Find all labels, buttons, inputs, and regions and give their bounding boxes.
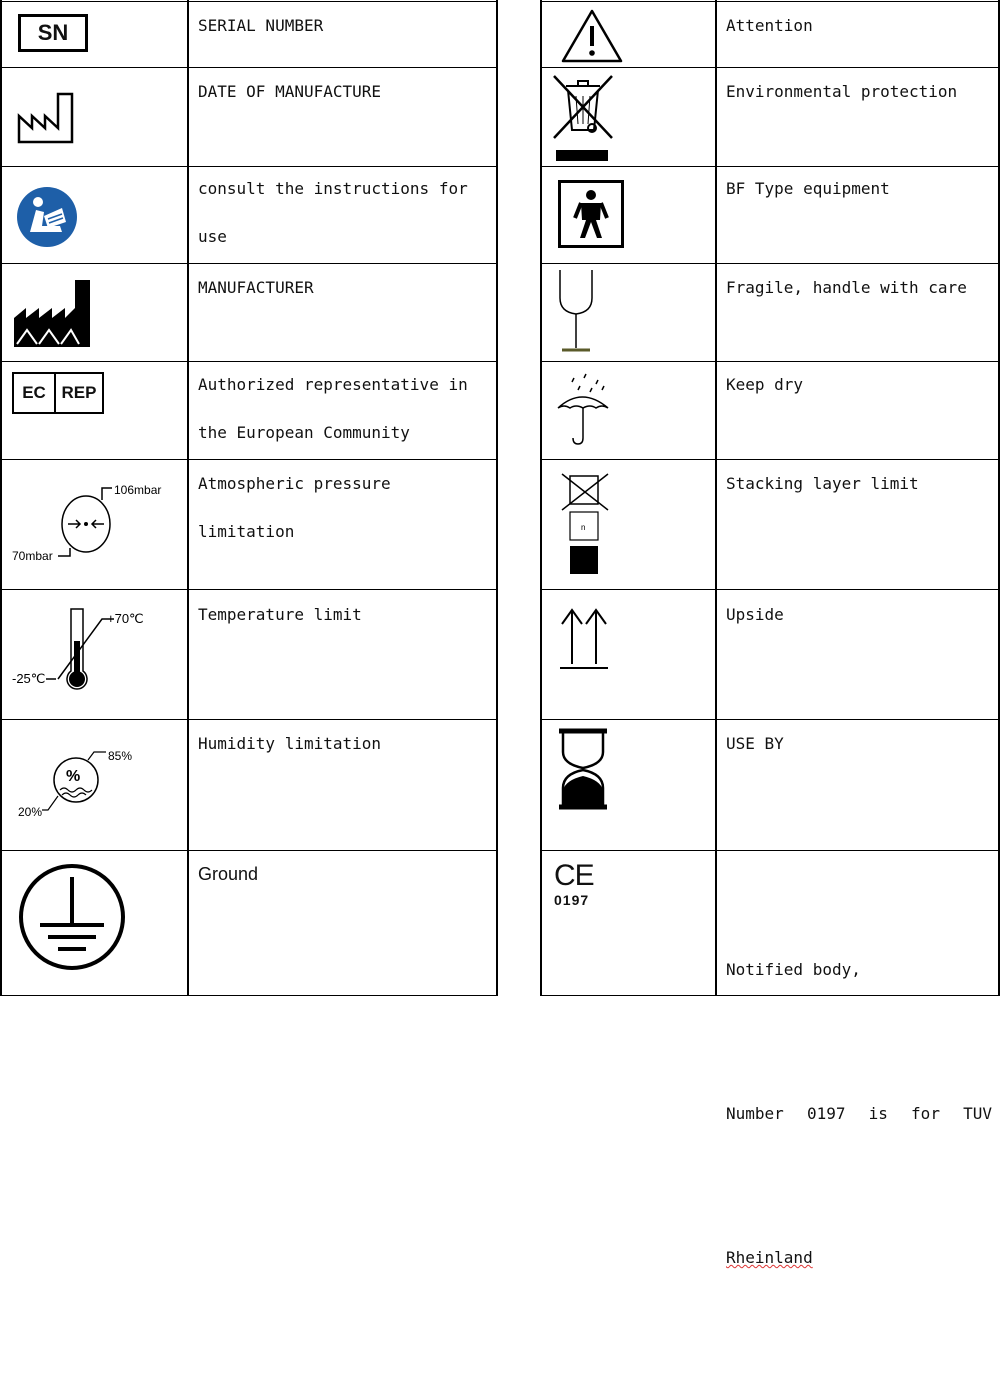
ce-notified-body-number: 0197: [554, 892, 590, 908]
pressure-lower-label: 70mbar: [12, 549, 53, 563]
column-divider: [187, 0, 189, 996]
pressure-limitation-label: Atmospheric pressure limitation: [198, 474, 401, 541]
pressure-limit-icon: [10, 480, 168, 570]
upside-label: Upside: [726, 605, 784, 624]
sn-symbol-icon: [18, 14, 88, 52]
manufacturer-icon: [13, 278, 91, 348]
ce-mark-icon: [554, 860, 614, 908]
temperature-upper-label: +70℃: [107, 611, 144, 626]
stacking-limit-label: Stacking layer limit: [726, 474, 919, 493]
humidity-lower-label: 20%: [18, 805, 43, 819]
humidity-limit-icon: [14, 746, 164, 826]
serial-number-label: SERIAL NUMBER: [198, 16, 324, 35]
table-border-left: [0, 0, 2, 996]
keep-dry-label: Keep dry: [726, 375, 804, 394]
authorized-representative-label: Authorized representative in the European Community: [198, 375, 478, 442]
row-divider: [0, 589, 497, 590]
temperature-limit-label: Temperature limit: [198, 605, 362, 624]
environmental-protection-label: Environmental protection: [726, 82, 958, 101]
sn-badge-text: SN: [37, 20, 69, 45]
notified-body-text: [726, 850, 992, 1378]
consult-instructions-label: consult the instructions for use: [198, 179, 478, 246]
stacking-limit-icon: [560, 472, 612, 576]
column-divider: [715, 0, 717, 996]
fragile-label: Fragile, handle with care: [726, 278, 967, 297]
bf-type-icon: [558, 180, 624, 248]
notified-body-line-2: Number 0197 is for TUV: [726, 1104, 992, 1123]
pressure-upper-label: 106mbar: [114, 483, 162, 497]
keep-dry-icon: [554, 372, 612, 448]
consult-instructions-icon: [16, 186, 78, 248]
date-of-manufacture-label: DATE OF MANUFACTURE: [198, 82, 382, 101]
notified-body-line-1: Notified body,: [726, 960, 861, 979]
ec-rep-icon: [12, 372, 104, 414]
environmental-protection-icon: [550, 72, 616, 164]
rep-badge-text: REP: [61, 383, 97, 402]
attention-icon: [560, 8, 624, 64]
fragile-icon: [556, 268, 596, 354]
ce-mark-text: CE: [554, 859, 594, 892]
use-by-icon: [556, 728, 610, 810]
row-divider: [540, 589, 1000, 590]
manufacturer-label: MANUFACTURER: [198, 278, 314, 297]
upside-icon: [558, 604, 610, 670]
ground-icon: [18, 863, 126, 971]
column-divider: [496, 0, 498, 996]
use-by-label: USE BY: [726, 734, 784, 753]
stacking-n-label: n: [581, 523, 586, 532]
date-of-manufacture-icon: [16, 86, 78, 146]
ground-label: Ground: [198, 864, 259, 884]
bf-type-label: BF Type equipment: [726, 179, 890, 198]
humidity-limitation-label: Humidity limitation: [198, 734, 382, 753]
temperature-limit-icon: [10, 605, 170, 695]
temperature-lower-label: -25℃: [12, 671, 46, 686]
attention-label: Attention: [726, 16, 813, 35]
svg-text:%: %: [66, 768, 81, 785]
column-divider: [540, 0, 542, 996]
ec-badge-text: EC: [14, 374, 56, 412]
humidity-upper-label: 85%: [108, 749, 133, 763]
notified-body-line-3: Rheinland: [726, 1248, 813, 1267]
